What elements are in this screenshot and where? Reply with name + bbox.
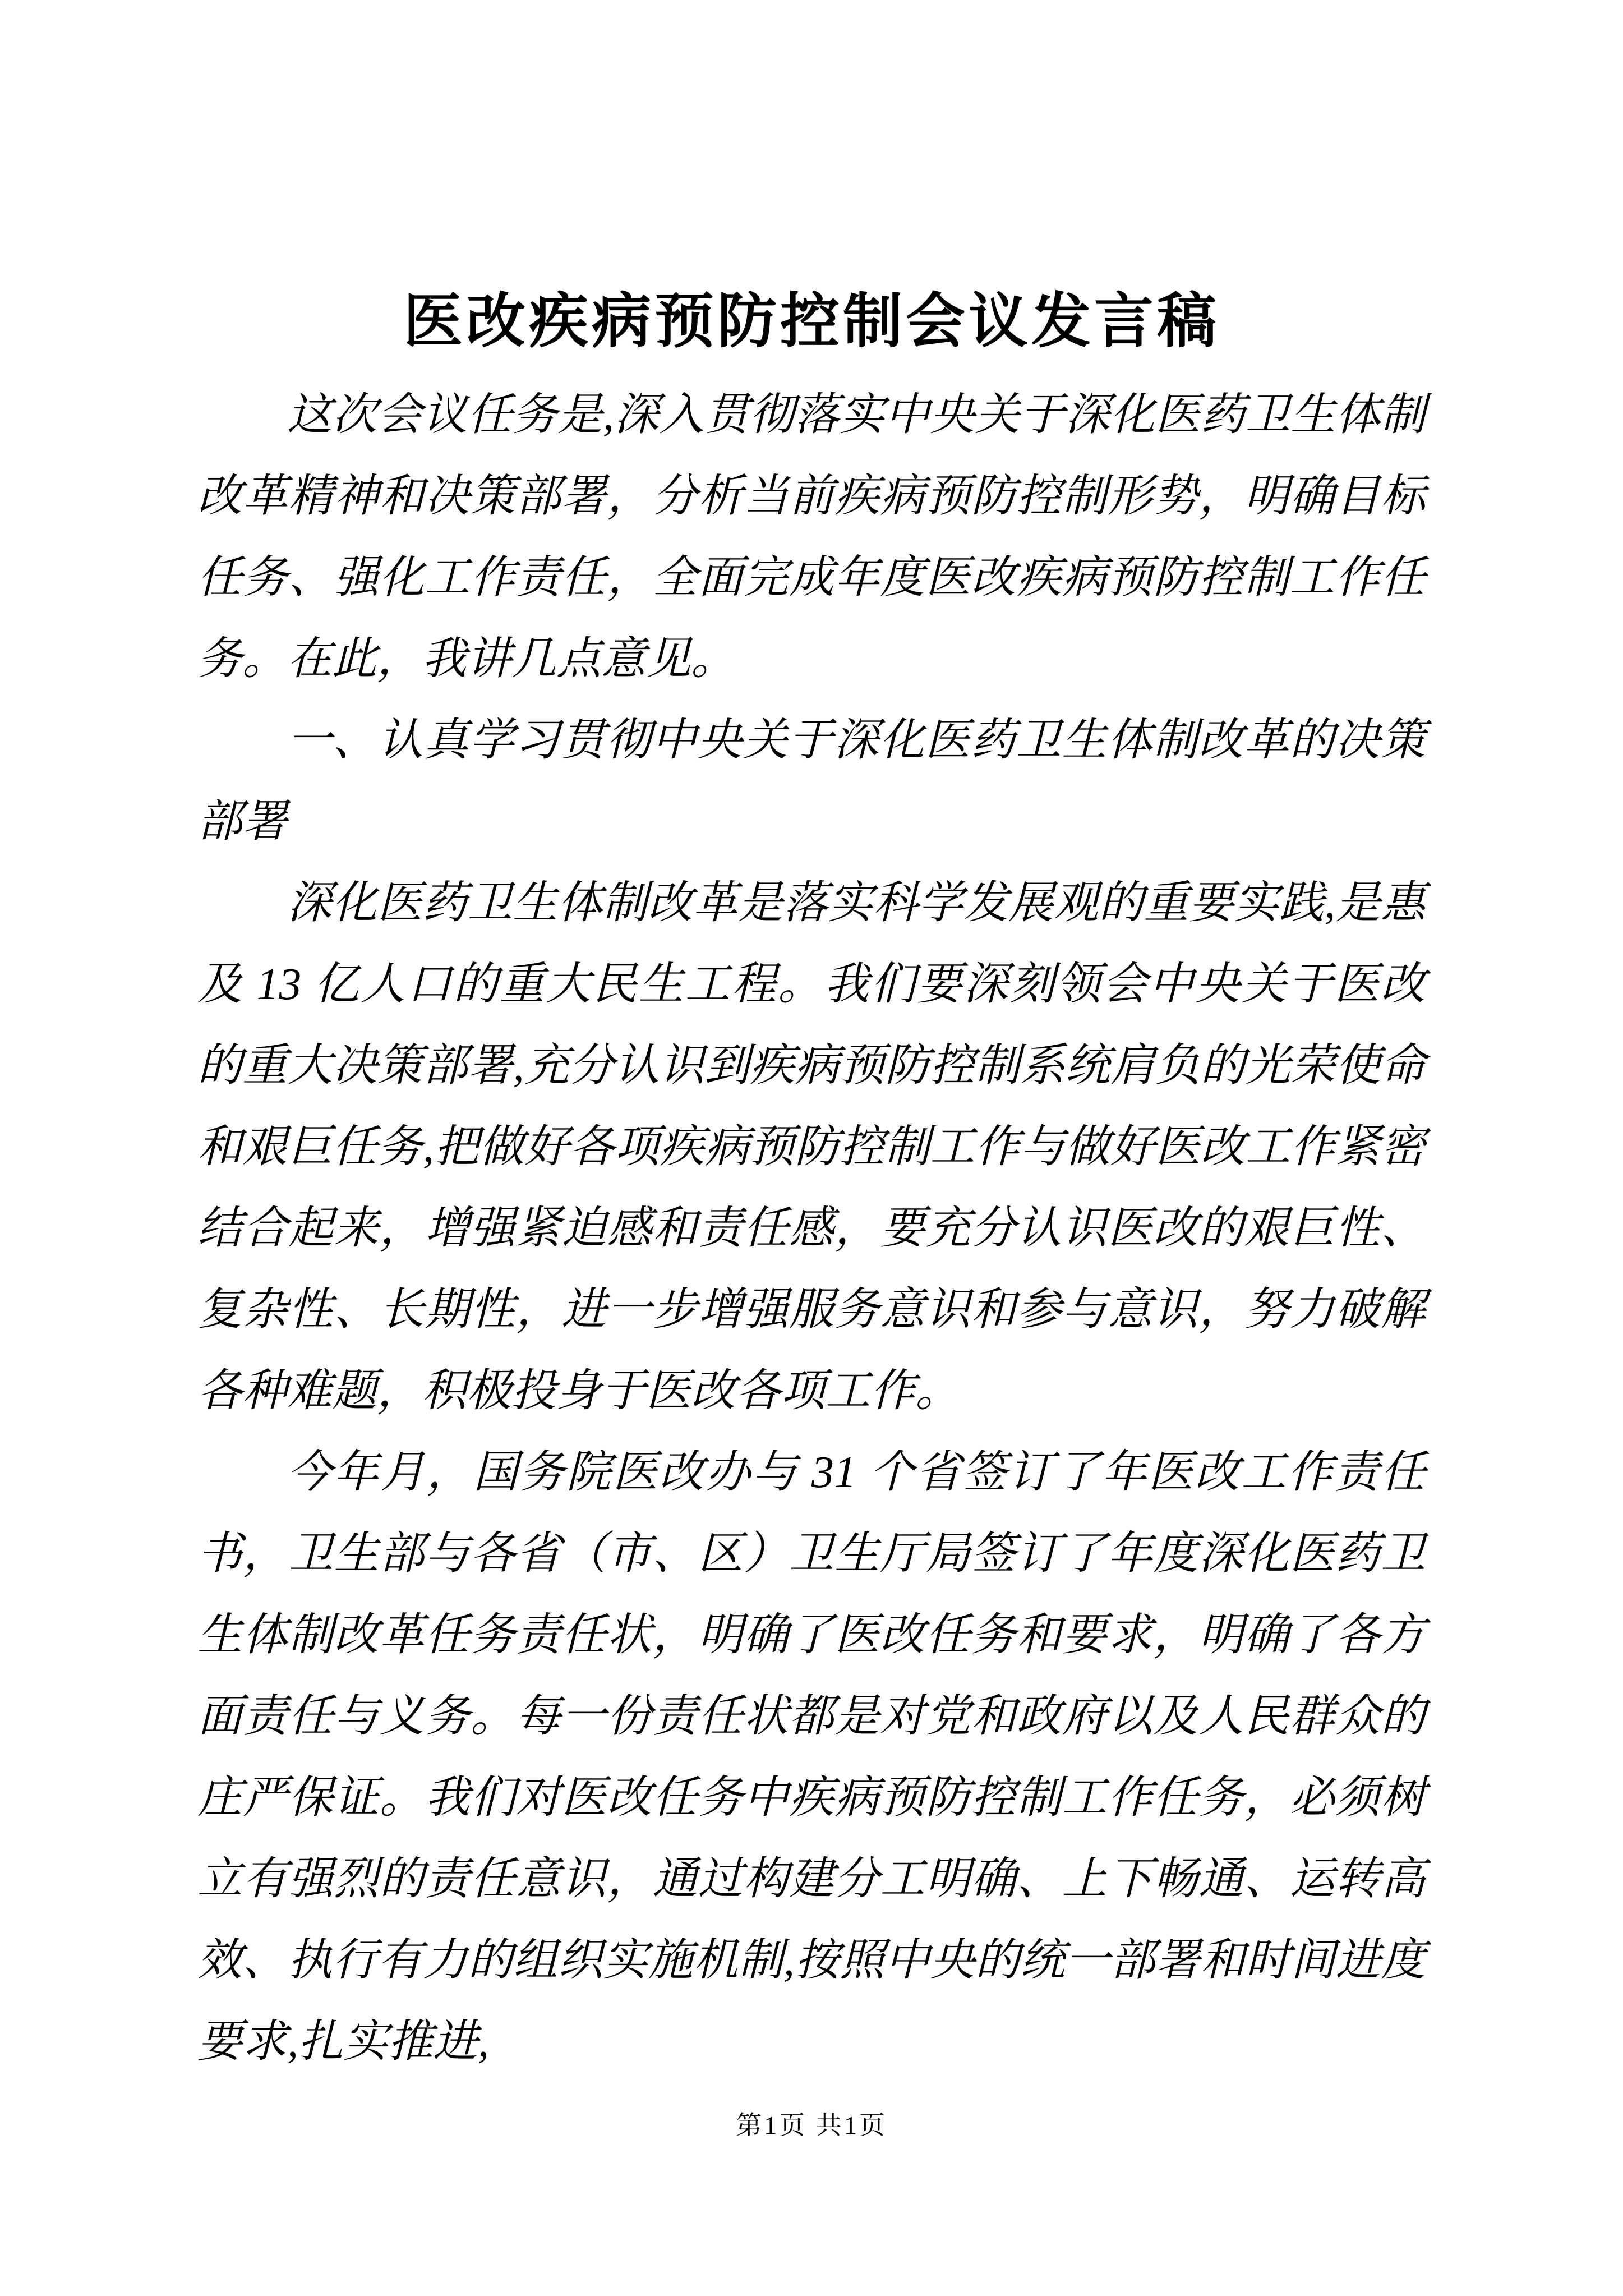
paragraph: 深化医药卫生体制改革是落实科学发展观的重要实践,是惠及 13 亿人口的重大民生工程。我们要深刻领会中央关于医改的重大决策部署,充分认识到疾病预防控制系统肩负的光荣使命和艰巨任务,把做好各项疾病预防控制工作与做好医改工作紧密结合起来，增强紧迫感和责任感，要充分认识医改的艰巨性、复杂性、长期性，进一步增强服务意识和参与意识，努力破解各种难题，积极投身于医改各项工作。 — [197, 878, 1426, 1416]
paragraph: 一、认真学习贯彻中央关于深化医药卫生体制改革的决策部署 — [197, 716, 1426, 846]
paragraph: 今年月，国务院医改办与 31 个省签订了年医改工作责任书，卫生部与各省（市、区）卫生厅局签订了年度深化医药卫生体制改革任务责任状，明确了医改任务和要求，明确了各方面责任与义务。每一份责任状都是对党和政府以及人民群众的庄严保证。我们对医改任务中疾病预防控制工作任务，必须树立有强烈的责任意识，通过构建分工明确、上下畅通、运转高效、执行有力的组织实施机制,按照中央的统一部署和时间进度要求,扎实推进, — [197, 1448, 1426, 2067]
page-number-footer: 第1页 共1页 — [736, 2111, 887, 2139]
document-body — [197, 375, 1426, 2083]
paragraph: 这次会议任务是,深入贯彻落实中央关于深化医药卫生体制改革精神和决策部署，分析当前疾病预防控制形势，明确目标任务、强化工作责任，全面完成年度医改疾病预防控制工作任务。在此，我讲几点意见。 — [197, 390, 1426, 684]
document-title: 医改疾病预防控制会议发言稿 — [403, 289, 1220, 355]
